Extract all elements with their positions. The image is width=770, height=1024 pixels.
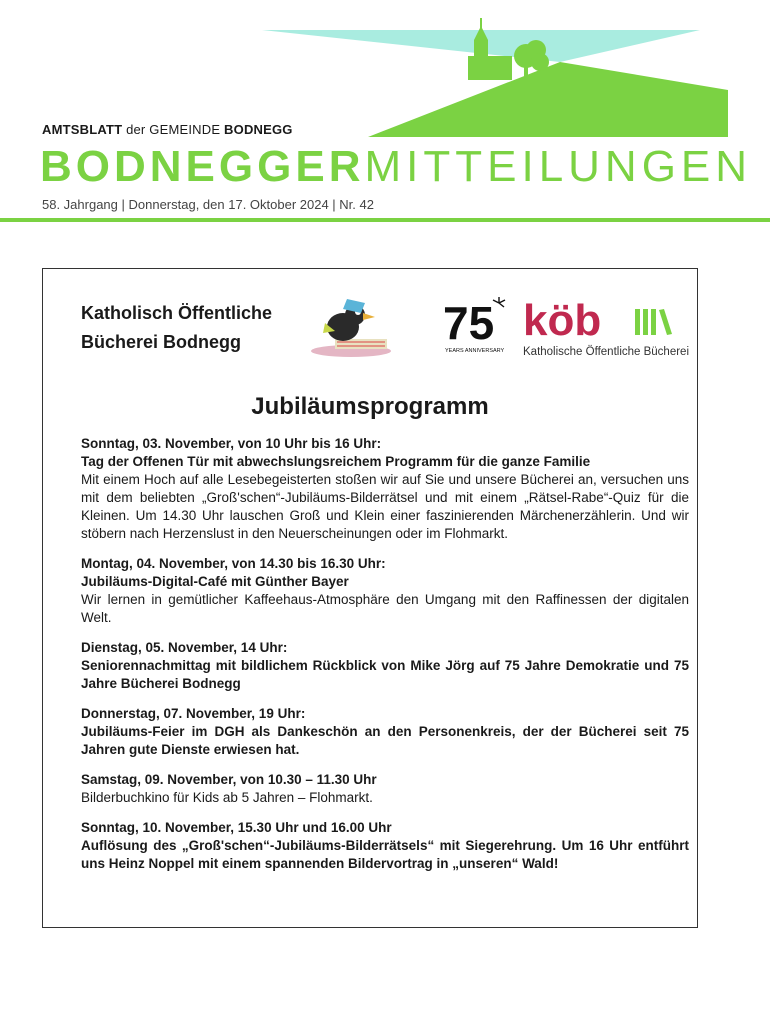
- koeb-word: köb: [523, 296, 602, 345]
- library-name: [81, 299, 272, 357]
- masthead-title-light: MITTEILUNGEN: [364, 142, 753, 191]
- event-description: Wir lernen in gemütlicher Kaffeehaus-Atmosphäre den Umgang mit den Raffinessen der digitalen Welt.: [81, 592, 689, 625]
- library-name-line2: Bücherei Bodnegg: [81, 332, 242, 352]
- firework-icon: [493, 297, 505, 307]
- announcement-box: [42, 268, 698, 928]
- books-icon: [635, 309, 672, 335]
- event-title: Jubiläums-Feier im DGH als Dankeschön an den Personenkreis, der der Bücherei seit 75 Jahren gute Dienste erwiesen hat.: [81, 724, 689, 757]
- header-landscape-graphic: [0, 0, 770, 140]
- library-name-line1: Katholisch Öffentliche: [81, 303, 273, 323]
- anniversary-number: 75: [443, 297, 495, 349]
- event-date: Montag, 04. November, von 14.30 bis 16.30 Uhr:: [81, 556, 386, 571]
- event-item: [81, 705, 689, 759]
- event-item: [81, 819, 689, 873]
- event-title: Auflösung des „Groß'schen“-Jubiläums-Bilderrätsels“ mit Siegerehrung. Um 16 Uhr entführt uns Heinz Noppel mit einem spannenden Bildervortrag in „unseren“ Wald!: [81, 838, 689, 871]
- event-date: Sonntag, 10. November, 15.30 Uhr und 16.00 Uhr: [81, 820, 392, 835]
- masthead-title-bold: BODNEGGER: [40, 142, 365, 191]
- page-title: Jubiläumsprogramm: [251, 393, 489, 420]
- masthead-prefix-mid: der GEMEINDE: [122, 122, 225, 137]
- event-date: Dienstag, 05. November, 14 Uhr:: [81, 640, 288, 655]
- raven-mascot-icon: [305, 293, 397, 359]
- anniversary-caption: YEARS ANNIVERSARY: [445, 348, 505, 354]
- event-title: Tag der Offenen Tür mit abwechslungsreichem Programm für die ganze Familie: [81, 454, 591, 469]
- masthead-place: BODNEGG: [224, 122, 293, 137]
- event-item: [81, 435, 689, 543]
- koeb-logo: [521, 293, 697, 359]
- event-description: Bilderbuchkino für Kids ab 5 Jahren – Flohmarkt.: [81, 790, 373, 805]
- koeb-caption: Katholische Öffentliche Bücherei: [523, 346, 689, 358]
- event-item: [81, 771, 689, 807]
- masthead-subtitle: [42, 122, 293, 137]
- event-description: Mit einem Hoch auf alle Lesebegeisterten stoßen wir auf Sie und unsere Bücherei an, versuchen uns mit dem beliebten „Groß'schen“-Jubiläums-Bilderrätsel und mit einem „Rätsel-Rabe“-Quiz für die Kleinen. Um 14.30 Uhr lauschen Groß und Klein einer faszinierenden Märchenerzählerin. Und wir stöbern nach Herzenslust in den Neuerscheinungen oder im Flohmarkt.: [81, 472, 689, 541]
- hill-shape: [368, 62, 728, 137]
- event-list: [81, 435, 689, 885]
- event-date: Donnerstag, 07. November, 19 Uhr:: [81, 706, 306, 721]
- event-title: Seniorennachmittag mit bildlichem Rückblick von Mike Jörg auf 75 Jahre Demokratie und 75 Jahre Bücherei Bodnegg: [81, 658, 689, 691]
- event-item: [81, 639, 689, 693]
- masthead-prefix: AMTSBLATT: [42, 122, 123, 137]
- event-date: Sonntag, 03. November, von 10 Uhr bis 16 Uhr:: [81, 436, 382, 451]
- header-divider: [0, 218, 770, 222]
- event-title: Jubiläums-Digital-Café mit Günther Bayer: [81, 574, 349, 589]
- masthead-title: [40, 143, 752, 191]
- event-item: [81, 555, 689, 627]
- issue-info: 58. Jahrgang | Donnerstag, den 17. Oktober 2024 | Nr. 42: [42, 197, 374, 212]
- anniversary-75-logo: [441, 295, 515, 357]
- event-date: Samstag, 09. November, von 10.30 – 11.30 Uhr: [81, 772, 377, 787]
